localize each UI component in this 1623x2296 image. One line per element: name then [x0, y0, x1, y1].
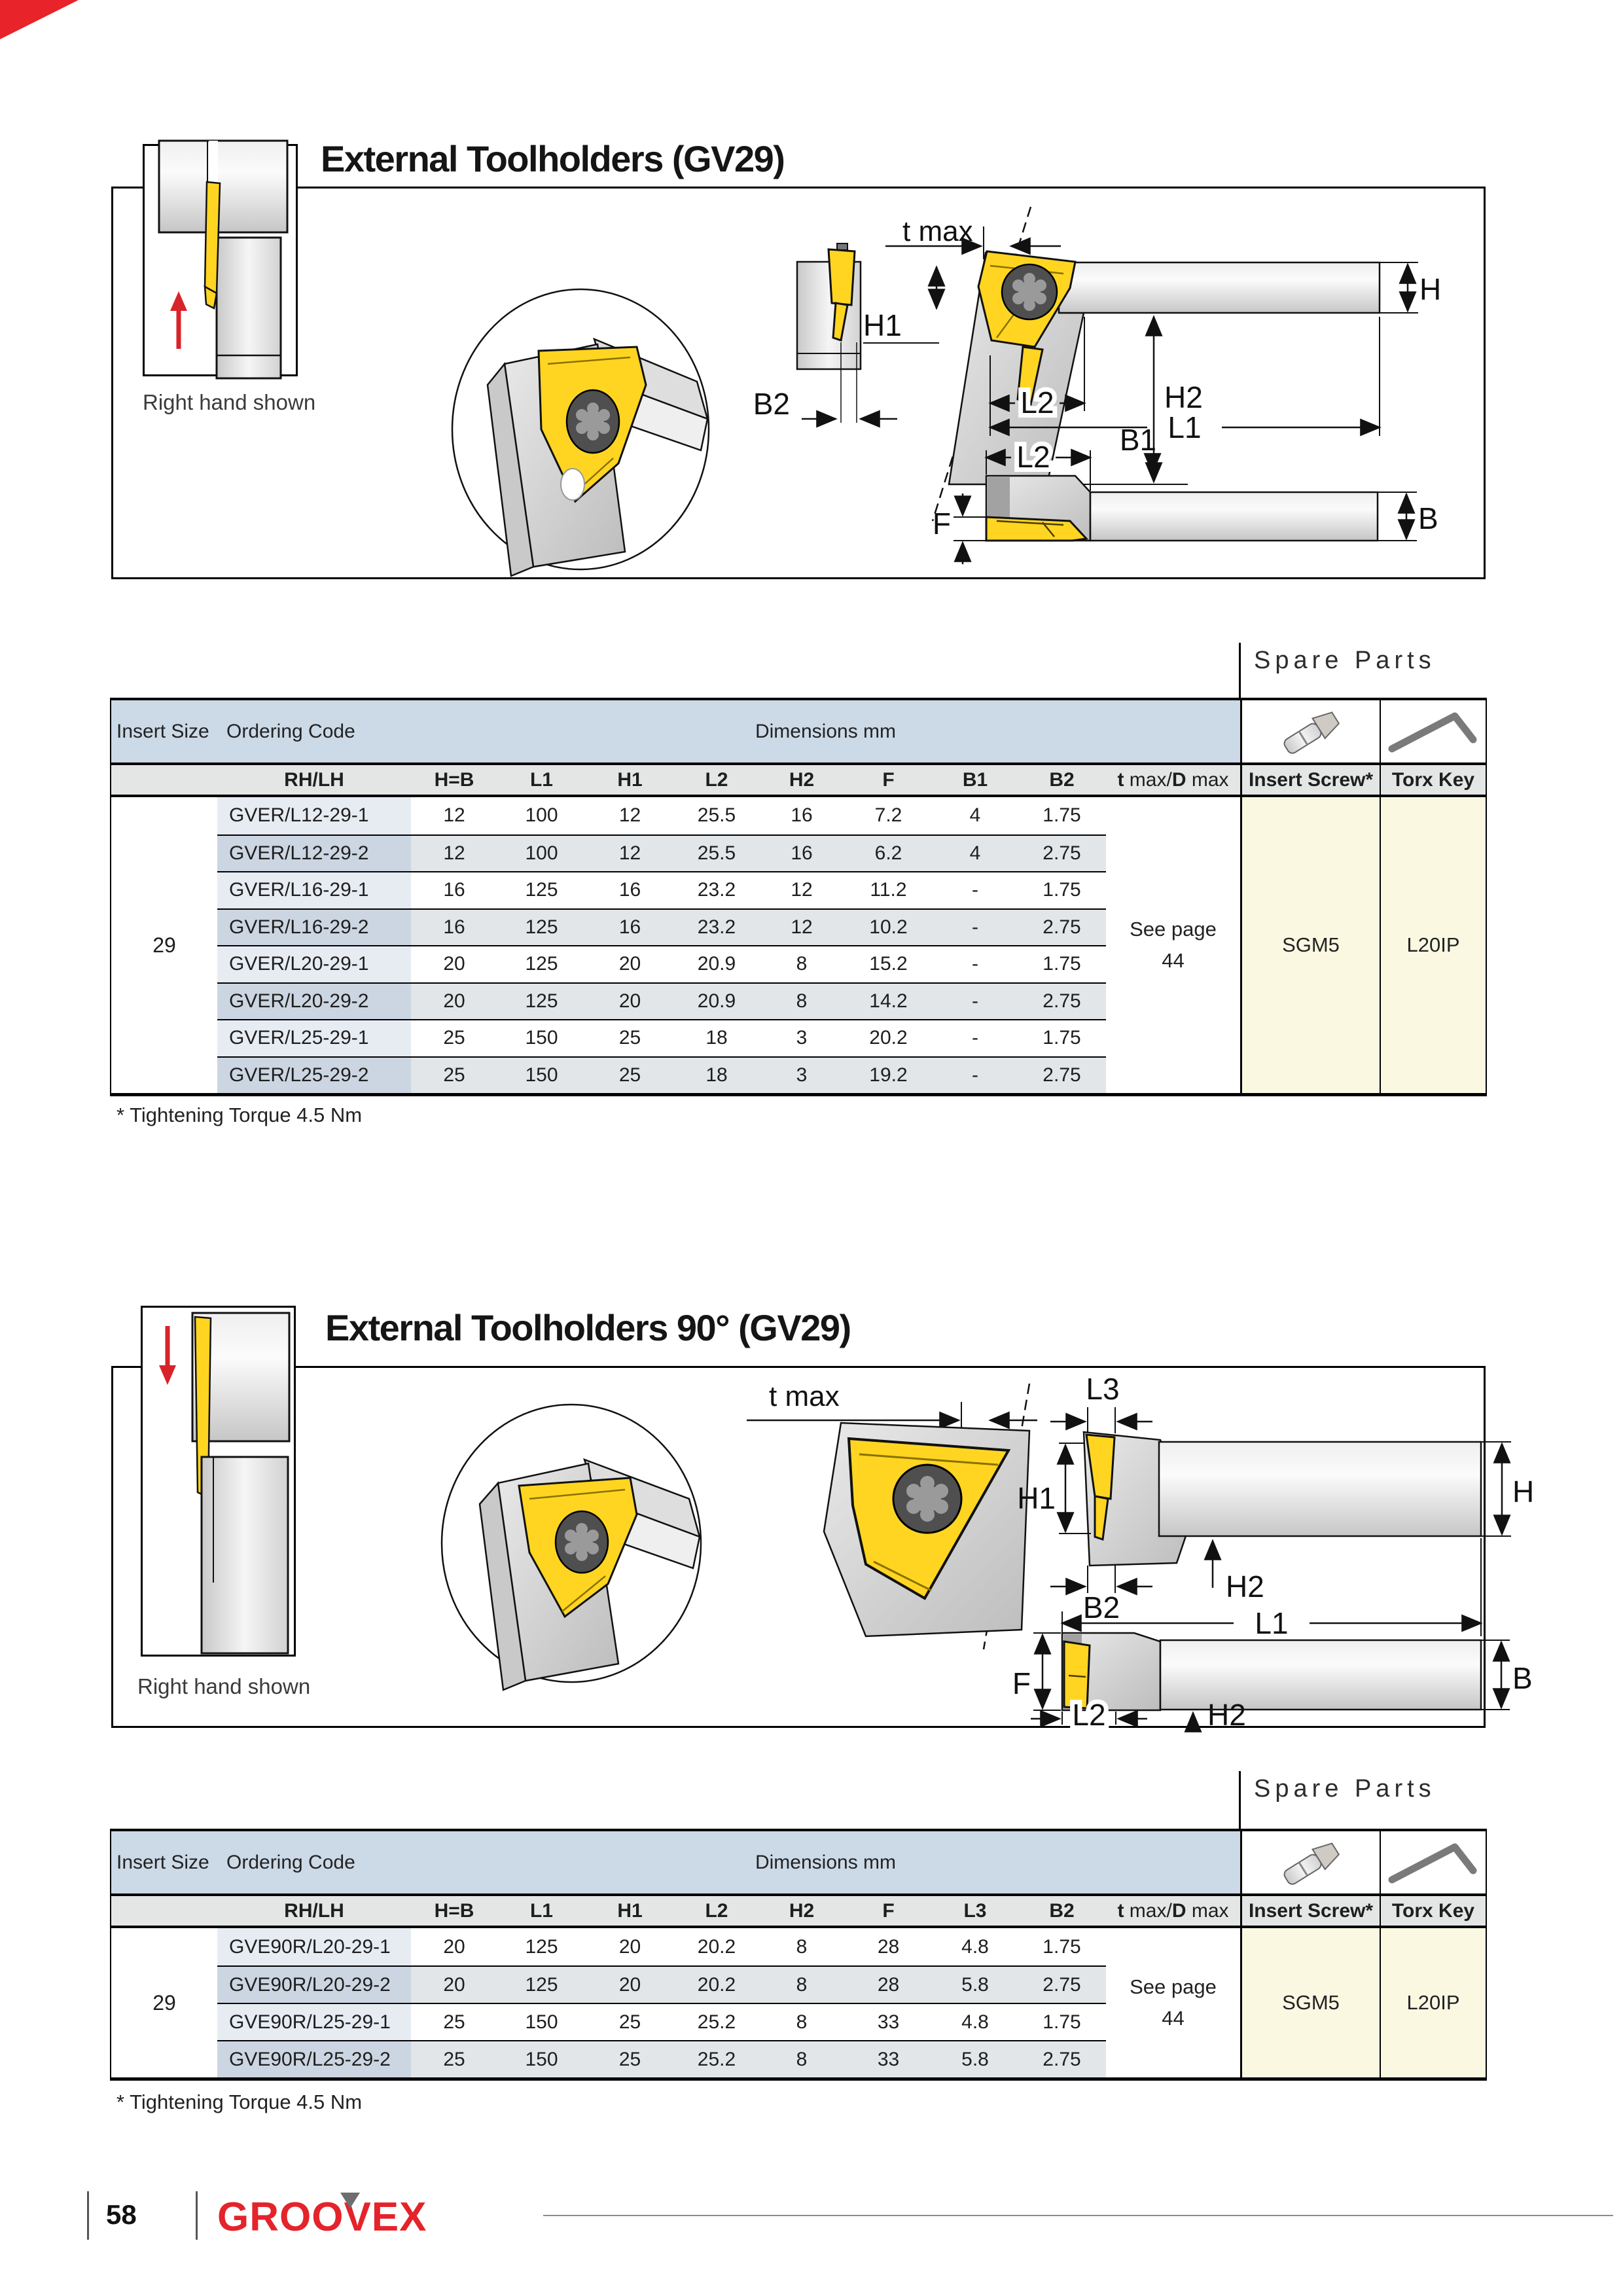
- cell: 125: [497, 1928, 586, 1965]
- torx-key-value-2: L20IP: [1380, 1928, 1486, 2077]
- section1-technical-drawing: [113, 188, 1484, 577]
- cell: 5.8: [933, 1965, 1018, 2003]
- cell: 8: [759, 2003, 844, 2040]
- see-page-cell-1: [1106, 797, 1240, 1093]
- cell: 33: [844, 2040, 933, 2077]
- table1-blue-header: [111, 700, 1240, 762]
- table-row-code: GVER/L25-29-1: [217, 1019, 411, 1056]
- col-b2: B2: [1018, 1893, 1106, 1928]
- col-h2: H2: [759, 762, 844, 797]
- cell: 12: [586, 797, 674, 834]
- dim-label-b2: B2: [753, 387, 790, 421]
- cell: 18: [674, 1056, 759, 1094]
- cell: 14.2: [844, 982, 933, 1020]
- torx-key-value-1: L20IP: [1380, 797, 1486, 1093]
- tmax-t: t: [1117, 768, 1124, 791]
- cell: 1.75: [1018, 2003, 1106, 2040]
- table-row-code: GVE90R/L25-29-1: [217, 2003, 411, 2040]
- insert-screw-value-1: SGM5: [1240, 797, 1380, 1093]
- cell: 100: [497, 834, 586, 872]
- tmax-end: max: [1186, 768, 1229, 791]
- tmax-d: D: [1171, 1899, 1186, 1922]
- table-row-code: GVER/L12-29-2: [217, 834, 411, 872]
- col-insert-screw: Insert Screw*: [1240, 762, 1380, 797]
- table-row-code: GVER/L16-29-1: [217, 871, 411, 908]
- see-page-cell-2: [1106, 1928, 1240, 2077]
- col-l1: L1: [497, 762, 586, 797]
- dim-label-b2-2: B2: [1082, 1590, 1120, 1624]
- cell: 8: [759, 1928, 844, 1965]
- dim-label-l1-2: L1: [1255, 1606, 1289, 1640]
- gray-header-spacer: [111, 1893, 217, 1928]
- cell: 150: [497, 2040, 586, 2077]
- table-row-code: GVE90R/L20-29-1: [217, 1928, 411, 1965]
- table2-blue-header: [111, 1831, 1240, 1893]
- col-b1: B1: [933, 762, 1018, 797]
- torx-key-image-cell: [1380, 1831, 1486, 1893]
- col-insert-screw: Insert Screw*: [1240, 1893, 1380, 1928]
- dim-label-h: H: [1419, 272, 1442, 306]
- col-h1: H1: [586, 1893, 674, 1928]
- page-corner-marker: [0, 0, 79, 39]
- col-h-eq-b: H=B: [411, 1893, 497, 1928]
- cell: 20: [411, 1965, 497, 2003]
- col-dimensions: Dimensions mm: [755, 720, 897, 742]
- cell: 20: [586, 1928, 674, 1965]
- cell: 2.75: [1018, 1056, 1106, 1094]
- insert-screw-icon: [1262, 706, 1360, 758]
- col-insert-size: Insert Size: [116, 720, 209, 742]
- table-row-code: GVE90R/L25-29-2: [217, 2040, 411, 2077]
- cell: 2.75: [1018, 2040, 1106, 2077]
- cell: 125: [497, 871, 586, 908]
- down-arrow-icon: [159, 1326, 176, 1385]
- footer-rule: [543, 2215, 1613, 2216]
- cell: 5.8: [933, 2040, 1018, 2077]
- col-b2: B2: [1018, 762, 1106, 797]
- cell: 25: [411, 2003, 497, 2040]
- footnote-1: * Tightening Torque 4.5 Nm: [116, 1103, 363, 1126]
- tmax-end: max: [1186, 1899, 1229, 1922]
- cell: 1.75: [1018, 945, 1106, 982]
- cell: 20: [411, 982, 497, 1020]
- cell: 20.2: [674, 1965, 759, 2003]
- col-l2: L2: [674, 762, 759, 797]
- cell: 2.75: [1018, 834, 1106, 872]
- cell: 23.2: [674, 908, 759, 946]
- cell: 25.5: [674, 797, 759, 834]
- toolholder-table-2: [110, 1829, 1487, 2081]
- section2-orientation-box: [141, 1306, 296, 1657]
- col-h2: H2: [759, 1893, 844, 1928]
- see-page-text: See page: [1130, 1975, 1217, 1998]
- dim-label-tmax: t max: [902, 215, 973, 247]
- see-page-number: 44: [1162, 949, 1185, 972]
- col-rh-lh: RH/LH: [217, 762, 411, 797]
- col-ordering-code: Ordering Code: [226, 720, 355, 742]
- section1-diagram-box: [111, 187, 1486, 579]
- cell: 3: [759, 1019, 844, 1056]
- col-tmax-dmax: [1106, 1893, 1240, 1928]
- cell: 23.2: [674, 871, 759, 908]
- torx-key-icon: [1384, 1837, 1482, 1889]
- cell: 20.2: [674, 1928, 759, 1965]
- cell: 28: [844, 1965, 933, 2003]
- table-row-code: GVER/L12-29-1: [217, 797, 411, 834]
- cell: 12: [411, 834, 497, 872]
- cell: 25: [586, 2040, 674, 2077]
- cell: -: [933, 871, 1018, 908]
- dim-label-l2-upper: L2: [1020, 386, 1054, 420]
- col-torx-key: Torx Key: [1380, 762, 1486, 797]
- dim-label-h2: H2: [1164, 380, 1203, 414]
- dim-label-tmax-2: t max: [769, 1380, 840, 1412]
- cell: -: [933, 1019, 1018, 1056]
- section1-orientation-box: [143, 144, 298, 376]
- cell: -: [933, 982, 1018, 1020]
- table-row-code: GVER/L25-29-2: [217, 1056, 411, 1094]
- toolholder-table-1: [110, 698, 1487, 1096]
- spare-parts-divider-1: [1239, 643, 1241, 700]
- cell: 2.75: [1018, 982, 1106, 1020]
- cell: 15.2: [844, 945, 933, 982]
- insert-size-value-1: 29: [111, 797, 217, 1093]
- cell: 2.75: [1018, 1965, 1106, 2003]
- col-tmax-dmax: [1106, 762, 1240, 797]
- cell: 25: [411, 1019, 497, 1056]
- cell: 125: [497, 945, 586, 982]
- dim-label-h-2: H: [1512, 1475, 1535, 1509]
- cell: 1.75: [1018, 1019, 1106, 1056]
- cell: 20: [411, 1928, 497, 1965]
- dim-label-b1: B1: [1119, 423, 1157, 457]
- torx-key-icon: [1384, 706, 1482, 758]
- footnote-2: * Tightening Torque 4.5 Nm: [116, 2090, 363, 2113]
- cell: 20.9: [674, 982, 759, 1020]
- cell: 16: [586, 908, 674, 946]
- cell: 25: [586, 1056, 674, 1094]
- col-rh-lh: RH/LH: [217, 1893, 411, 1928]
- cell: 3: [759, 1056, 844, 1094]
- col-l2: L2: [674, 1893, 759, 1928]
- dim-label-f-2: F: [1012, 1666, 1031, 1700]
- dim-label-l2-lower: L2: [1016, 440, 1050, 474]
- right-hand-orientation-drawing: [145, 146, 296, 374]
- col-h1: H1: [586, 762, 674, 797]
- cell: 20.2: [844, 1019, 933, 1056]
- cell: 18: [674, 1019, 759, 1056]
- tmax-t: t: [1117, 1899, 1124, 1922]
- cell: 8: [759, 2040, 844, 2077]
- cell: 33: [844, 2003, 933, 2040]
- torx-key-image-cell: [1380, 700, 1486, 762]
- insert-screw-value-2: SGM5: [1240, 1928, 1380, 2077]
- up-arrow-icon: [170, 291, 187, 349]
- dim-label-l1: L1: [1168, 410, 1202, 444]
- cell: 20.9: [674, 945, 759, 982]
- dim-label-f: F: [932, 507, 951, 541]
- cell: 125: [497, 908, 586, 946]
- section2-caption: Right hand shown: [137, 1674, 311, 1698]
- logo-triangle-icon: [340, 2193, 360, 2208]
- cell: 12: [759, 908, 844, 946]
- spare-parts-title-2: Spare Parts: [1254, 1775, 1436, 1803]
- cell: 25: [411, 2040, 497, 2077]
- dim-label-h1: H1: [863, 308, 902, 342]
- cell: 25.2: [674, 2040, 759, 2077]
- cell: 20: [586, 1965, 674, 2003]
- col-f: F: [844, 762, 933, 797]
- dim-label-b-2: B: [1512, 1661, 1533, 1695]
- cell: 28: [844, 1928, 933, 1965]
- cell: 125: [497, 1965, 586, 2003]
- section2-diagram-box: [111, 1366, 1535, 1732]
- cell: 20: [586, 982, 674, 1020]
- cell: 16: [411, 908, 497, 946]
- cell: 16: [759, 834, 844, 872]
- cell: 4.8: [933, 2003, 1018, 2040]
- groovex-logo: GROOVEX: [217, 2195, 427, 2240]
- cell: 150: [497, 1019, 586, 1056]
- insert-size-value-2: 29: [111, 1928, 217, 2077]
- right-hand-orientation-drawing-90: [143, 1308, 294, 1655]
- dim-label-h1-2: H1: [1017, 1481, 1056, 1515]
- cell: -: [933, 945, 1018, 982]
- cell: 25: [586, 2003, 674, 2040]
- section2-technical-drawing: [113, 1368, 1535, 1732]
- section1-title: External Toolholders (GV29): [321, 138, 785, 179]
- cell: 10.2: [844, 908, 933, 946]
- cell: 25: [411, 1056, 497, 1094]
- cell: 25.2: [674, 2003, 759, 2040]
- cell: 6.2: [844, 834, 933, 872]
- table-row-code: GVER/L20-29-1: [217, 945, 411, 982]
- cell: 25: [586, 1019, 674, 1056]
- insert-screw-icon: [1262, 1837, 1360, 1889]
- see-page-text: See page: [1130, 917, 1217, 941]
- cell: 11.2: [844, 871, 933, 908]
- footer-divider-1: [87, 2191, 89, 2240]
- col-l1: L1: [497, 1893, 586, 1928]
- spare-parts-divider-2: [1239, 1771, 1241, 1831]
- cell: 4.8: [933, 1928, 1018, 1965]
- spare-parts-title-1: Spare Parts: [1254, 647, 1436, 674]
- cell: 12: [586, 834, 674, 872]
- dim-label-b: B: [1418, 501, 1438, 535]
- insert-screw-image-cell: [1240, 700, 1380, 762]
- cell: 4: [933, 834, 1018, 872]
- section1-caption: Right hand shown: [143, 390, 316, 414]
- cell: 1.75: [1018, 871, 1106, 908]
- col-torx-key: Torx Key: [1380, 1893, 1486, 1928]
- col-insert-size: Insert Size: [116, 1851, 209, 1873]
- cell: 12: [411, 797, 497, 834]
- see-page-number: 44: [1162, 2007, 1185, 2030]
- tmax-mid: max/: [1124, 768, 1172, 791]
- cell: 4: [933, 797, 1018, 834]
- cell: 25.5: [674, 834, 759, 872]
- col-dimensions: Dimensions mm: [755, 1851, 897, 1873]
- cell: 8: [759, 1965, 844, 2003]
- table-row-code: GVE90R/L20-29-2: [217, 1965, 411, 2003]
- tmax-d: D: [1171, 768, 1186, 791]
- cell: 8: [759, 945, 844, 982]
- section2-title: External Toolholders 90° (GV29): [325, 1307, 851, 1348]
- cell: 12: [759, 871, 844, 908]
- cell: 150: [497, 2003, 586, 2040]
- cell: 20: [411, 945, 497, 982]
- cell: 125: [497, 982, 586, 1020]
- col-l3: L3: [933, 1893, 1018, 1928]
- cell: 8: [759, 982, 844, 1020]
- cell: 7.2: [844, 797, 933, 834]
- tmax-mid: max/: [1124, 1899, 1172, 1922]
- cell: 150: [497, 1056, 586, 1094]
- dim-label-l2-2: L2: [1072, 1698, 1106, 1732]
- cell: 100: [497, 797, 586, 834]
- cell: 1.75: [1018, 797, 1106, 834]
- table-row-code: GVER/L16-29-2: [217, 908, 411, 946]
- cell: -: [933, 1056, 1018, 1094]
- col-f: F: [844, 1893, 933, 1928]
- cell: 16: [586, 871, 674, 908]
- col-ordering-code: Ordering Code: [226, 1851, 355, 1873]
- dim-label-h2-2b: H2: [1207, 1698, 1246, 1732]
- cell: 16: [759, 797, 844, 834]
- gray-header-spacer: [111, 762, 217, 797]
- cell: -: [933, 908, 1018, 946]
- insert-screw-image-cell: [1240, 1831, 1380, 1893]
- cell: 1.75: [1018, 1928, 1106, 1965]
- dim-label-l3: L3: [1086, 1372, 1120, 1406]
- page-number: 58: [106, 2199, 137, 2230]
- cell: 2.75: [1018, 908, 1106, 946]
- cell: 20: [586, 945, 674, 982]
- table-row-code: GVER/L20-29-2: [217, 982, 411, 1020]
- cell: 19.2: [844, 1056, 933, 1094]
- col-h-eq-b: H=B: [411, 762, 497, 797]
- cell: 16: [411, 871, 497, 908]
- footer-divider-2: [196, 2191, 198, 2240]
- dim-label-h2-2a: H2: [1226, 1570, 1264, 1604]
